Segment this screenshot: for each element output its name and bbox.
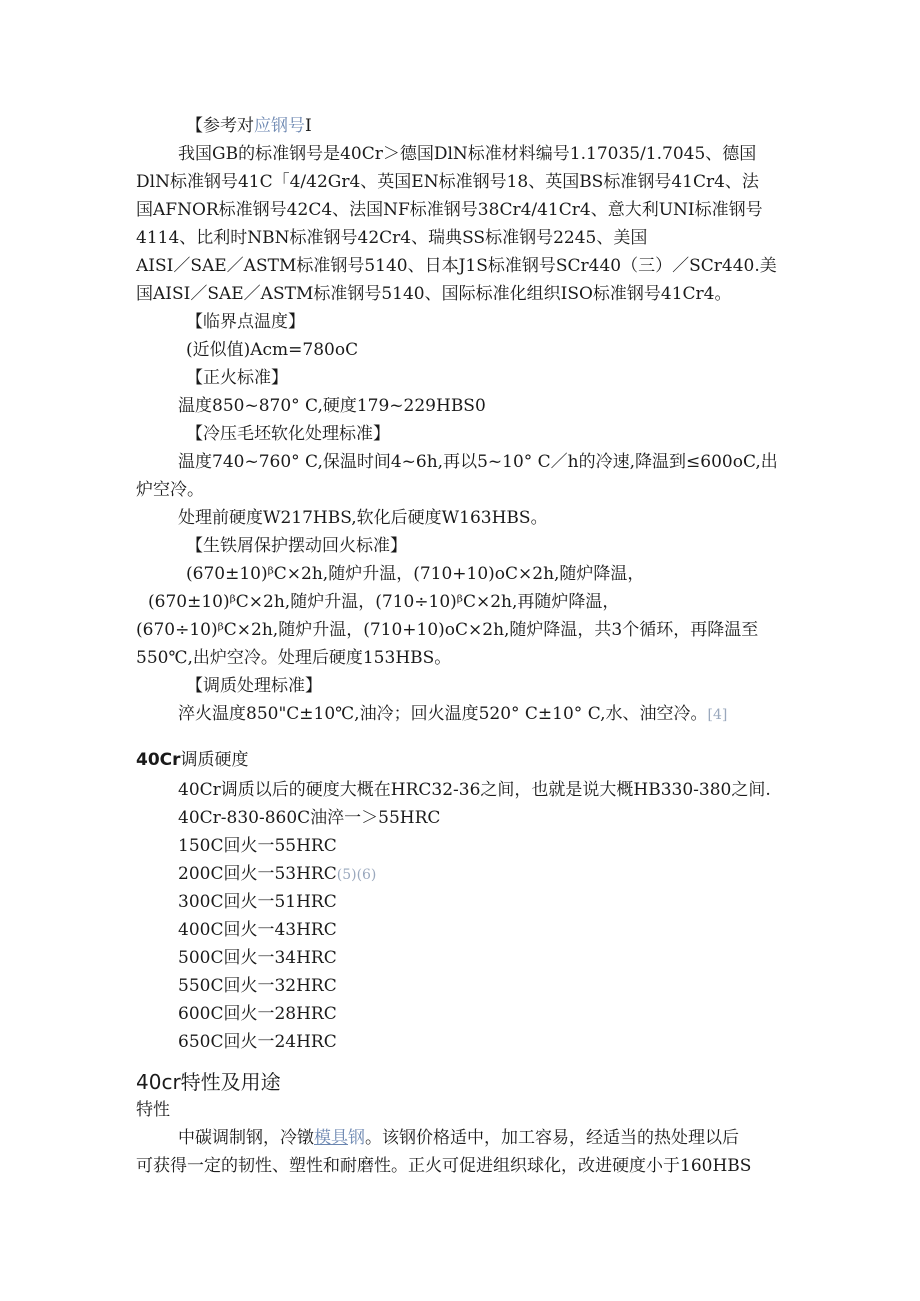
temper-item: 500C回火一34HRC [178,948,337,968]
usage-line-2: 可获得一定的韧性、塑性和耐磨性。正火可促进组织球化，改进硬度小于160HBS [136,1156,752,1176]
hardness-line-2: 40Cr-830-860C油淬一＞55HRC [178,808,441,828]
swing-line-1: (670±10)ᵝC×2h,随炉升温，(710+10)oC×2h,随炉降温， [186,564,645,584]
temper-item: 400C回火一43HRC [178,920,337,940]
soften-line-1: 温度740~760° C,保温时间4~6h,再以5~10° C／h的冷速,降温到≤600oC,出 [178,452,778,472]
usage-line-1: 中碳调制钢，冷镦模具钢。该钢价格适中，加工容易，经适当的热处理以后 [178,1128,739,1148]
normalize-text: 温度850~870° C,硬度179~229HBS0 [178,396,486,416]
citation-ref-5-6[interactable]: (5)(6) [336,867,377,883]
temper-item: 600C回火一28HRC [178,1004,337,1024]
ref-paragraph-line-6: 国AISI／SAE／ASTM标准钢号5140、国际标准化组织ISO标准钢号41Cr4。 [136,284,732,304]
ref-paragraph-line-1: 我国GB的标准钢号是40Cr＞德国DlN标准材料编号1.17035/1.7045、德国 [178,144,757,164]
ref-paragraph-line-2: DlN标准钢号41C「4/42Gr4、英国EN标准钢号18、英国BS标准钢号41Cr4、法 [136,172,759,192]
critical-text: (近似值)Acm=780oC [186,340,359,360]
soften-line-2: 炉空冷。 [136,480,204,500]
steel-link[interactable]: 钢 [348,1128,365,1148]
ref-heading: 【参考对应钢号I [186,116,312,136]
hardness-heading: 40Cr调质硬度 [136,750,249,770]
steel-grade-link[interactable]: 应钢号 [254,116,305,136]
qt-heading: 【调质处理标准】 [186,676,322,696]
citation-ref-4[interactable]: [4] [707,707,728,723]
soften-line-3: 处理前硬度W217HBS,软化后硬度W163HBS。 [178,508,548,528]
temper-item: 300C回火一51HRC [178,892,337,912]
swing-line-3: (670÷10)ᵝC×2h,随炉升温，(710+10)oC×2h,随炉降温，共3个循环，再降温至 [136,620,759,640]
qt-text: 淬火温度850"C±10℃,油冷；回火温度520° C±10° C,水、油空冷。[4] [178,704,728,724]
temper-item: 550C回火一32HRC [178,976,337,996]
ref-paragraph-line-3: 国AFNOR标准钢号42C4、法国NF标准钢号38Cr4/41Cr4、意大利UNI标准钢号 [136,200,763,220]
ref-paragraph-line-5: AISI／SAE／ASTM标准钢号5140、日本J1S标准钢号SCr440（三）／SCr440.美 [136,256,777,276]
usage-subheading: 特性 [136,1100,170,1120]
usage-heading: 40cr特性及用途 [136,1070,281,1094]
temper-item: 150C回火一55HRC [178,836,337,856]
critical-heading: 【临界点温度】 [186,312,305,332]
soften-heading: 【冷压毛坯软化处理标准】 [186,424,390,444]
temper-item: 650C回火一24HRC [178,1032,337,1052]
hardness-line-1: 40Cr调质以后的硬度大概在HRC32-36之间，也就是说大概HB330-380之间. [178,780,771,800]
ref-paragraph-line-4: 4114、比利时NBN标准钢号42Cr4、瑞典SS标准钢号2245、美国 [136,228,648,248]
normalize-heading: 【正火标准】 [186,368,288,388]
mold-link[interactable]: 模具 [314,1128,348,1148]
swing-line-4: 550℃,出炉空冷。处理后硬度153HBS。 [136,648,452,668]
swing-heading: 【生铁屑保护摆动回火标准】 [186,536,407,556]
temper-item: 200C回火一53HRC(5)(6) [178,864,377,884]
swing-line-2: (670±10)ᵝC×2h,随炉升温，(710÷10)ᵝC×2h,再随炉降温， [148,592,620,612]
